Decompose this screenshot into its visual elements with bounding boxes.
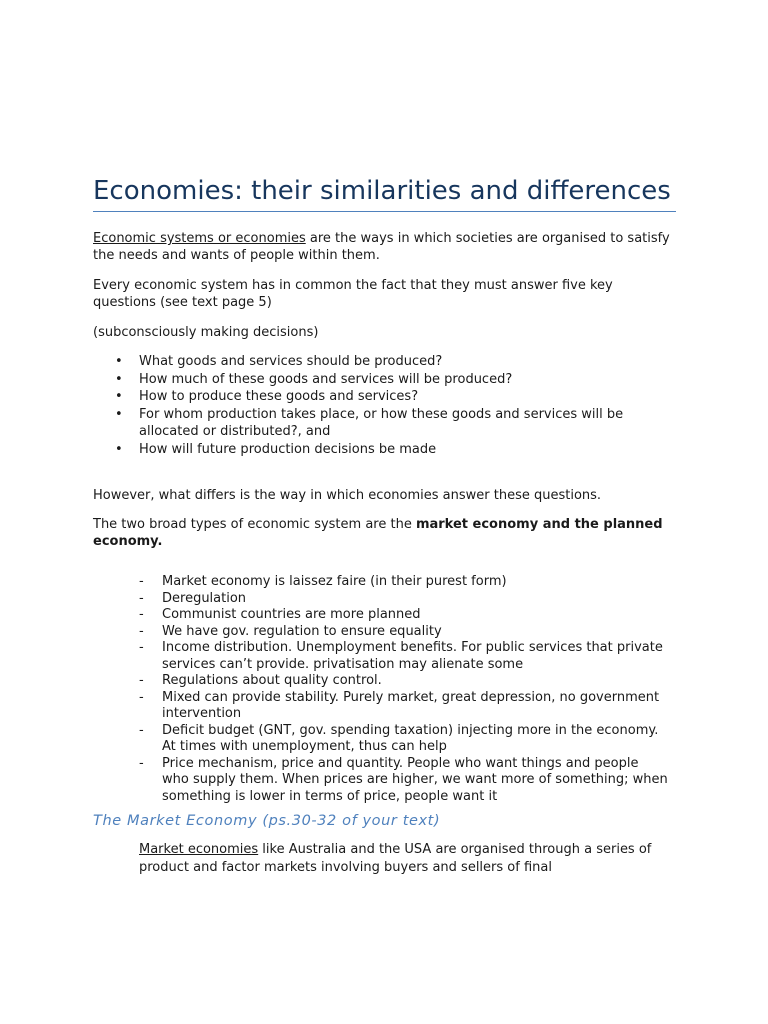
list-item: • For whom production takes place, or how these goods and services will be allocated or distributed?, and [115, 406, 624, 439]
key-questions-paragraph: Every economic system has in common the fact that they must answer five key questions (see text page 5) [93, 278, 613, 310]
document-page [93, 175, 676, 877]
list-item: - Deficit budget (GNT, gov. spending taxation) injecting more in the economy. At times with unemployment, thus can help [139, 722, 659, 754]
list-item: • How to produce these goods and services? [115, 389, 419, 404]
list-item: - Regulations about quality control. [139, 673, 382, 688]
market-economies-paragraph: Market economies like Australia and the USA are organised through a series of product and factor markets involving buyers and sellers of final [139, 842, 652, 875]
dash-icon: - [139, 673, 144, 688]
intro-underlined-term: Economic systems or economies [93, 231, 306, 246]
list-item: • How will future production decisions be made [115, 441, 437, 457]
key-questions-list [93, 353, 676, 458]
dash-icon: - [139, 640, 144, 655]
section-heading: The Market Economy (ps.30-32 of your text) [93, 813, 441, 829]
list-item: • What goods and services should be produced? [115, 354, 443, 369]
list-item: - Price mechanism, price and quantity. People who want things and people who supply them. When prices are higher, we want more of something; when something is lower in terms of price, people want it [139, 755, 668, 804]
document-title: Economies: their similarities and differences [93, 175, 676, 212]
list-item: - We have gov. regulation to ensure equality [139, 623, 442, 639]
list-item: • How much of these goods and services will be produced? [115, 371, 513, 387]
dash-icon: - [139, 689, 144, 705]
system-types-bold: market economy and the planned economy. [93, 517, 663, 549]
list-item: - Income distribution. Unemployment benefits. For public services that private services can’t provide. privatisation may alienate some [139, 640, 663, 672]
notes-list [93, 574, 676, 805]
bullet-icon: • [115, 441, 123, 457]
intro-paragraph [93, 230, 676, 264]
intro-text: are the ways in which societies are organised to satisfy the needs and wants of people within them. [93, 231, 670, 263]
subconscious-note: (subconsciously making decisions) [93, 325, 319, 340]
bullet-icon: • [115, 371, 123, 387]
list-item: - Mixed can provide stability. Purely market, great depression, no government intervention [139, 689, 660, 721]
dash-icon: - [139, 755, 144, 771]
dash-icon: - [139, 607, 144, 622]
system-types-paragraph: The two broad types of economic system are the market economy and the planned economy. [93, 517, 663, 549]
dash-icon: - [139, 574, 144, 589]
bullet-icon: • [115, 354, 123, 369]
bullet-icon: • [115, 406, 123, 422]
market-economies-underlined: Market economies [139, 842, 259, 857]
list-item: - Market economy is laissez faire (in their purest form) [139, 574, 507, 589]
dash-icon: - [139, 590, 144, 606]
list-item: - Deregulation [139, 590, 247, 606]
list-item: - Communist countries are more planned [139, 607, 421, 622]
differences-paragraph: However, what differs is the way in which economies answer these questions. [93, 488, 602, 503]
bullet-icon: • [115, 389, 123, 404]
dash-icon: - [139, 722, 144, 738]
dash-icon: - [139, 623, 144, 639]
